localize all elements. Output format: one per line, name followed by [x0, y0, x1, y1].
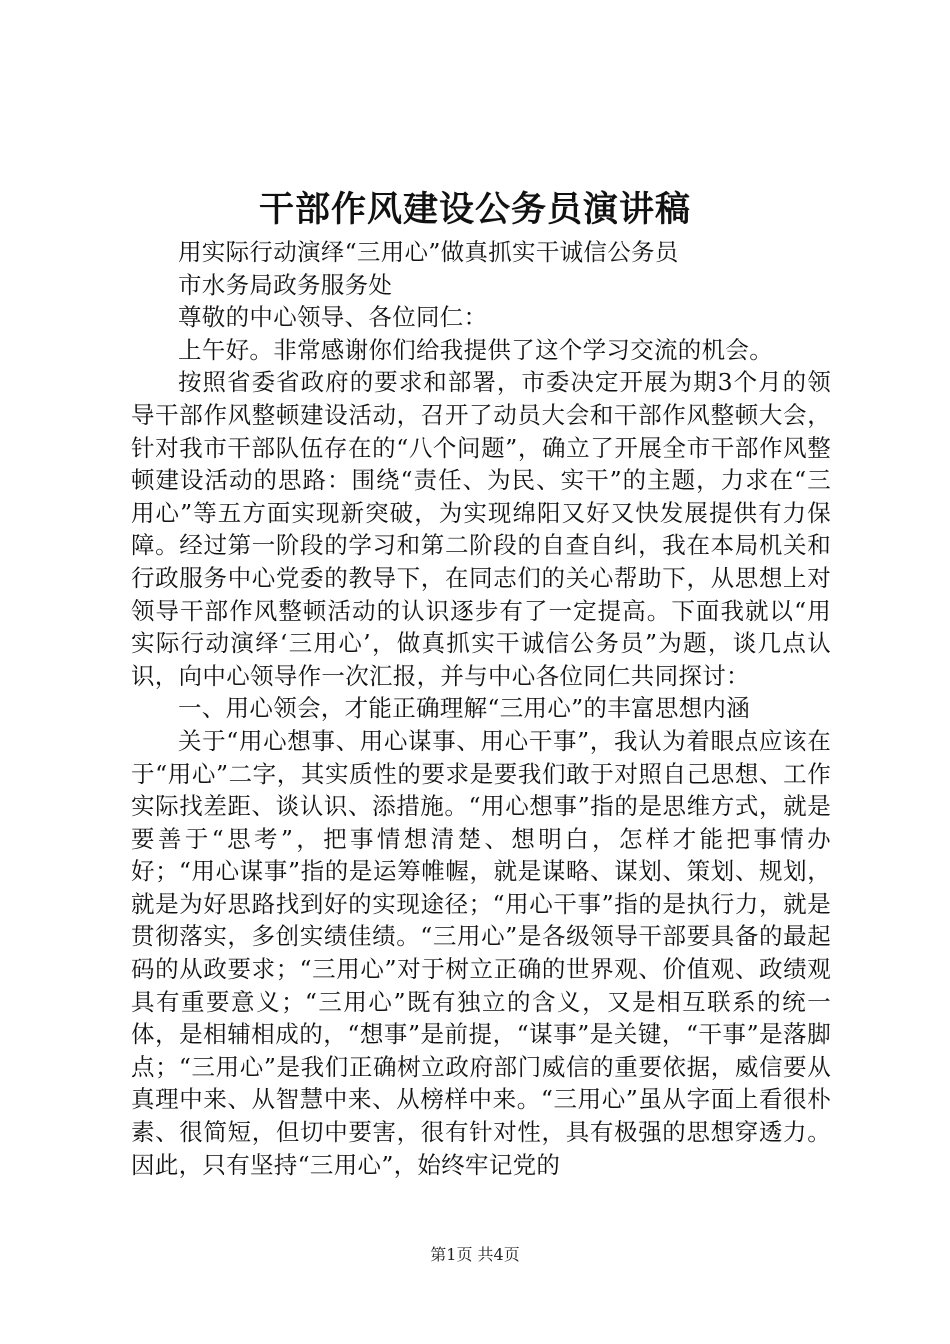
page-footer: 第1页 共4页 — [430, 1245, 520, 1264]
section-heading: 一、用心领会，才能正确理解“三用心”的丰富思想内涵 — [178, 694, 751, 723]
body-paragraph: 关于“用心想事、用心谋事、用心干事”，我认为着眼点应该在于“用心”二字，其实质性的要求是要我们敢于对照自己思想、工作实际找差距、谈认识、添措施。“用心想事”指的是思维方式，就是要善于“思考”，把事情想清楚、想明白，怎样才能把事情办好；“用心谋事”指的是运筹帷幄，就是谋略、谋划、策划、规划，就是为好思路找到好的实现途径；“用心干事”指的是执行力，就是贯彻落实，多创实绩佳绩。“三用心”是各级领导干部要具备的最起码的从政要求；“三用心”对于树立正确的世界观、价值观、政绩观具有重要意义；“三用心”既有独立的含义，又是相互联系的统一体，是相辅相成的，“想事”是前提，“谋事”是关键，“干事”是落脚点；“三用心”是我们正确树立政府部门威信的重要依据，威信要从真理中来、从智慧中来、从榜样中来。“三用心”虽从字面上看很朴素、很简短，但切中要害，很有针对性，具有极强的思想穿透力。因此，只有坚持“三用心”，始终牢记党的 — [131, 726, 831, 1179]
document-title: 干部作风建设公务员演讲稿 — [258, 189, 691, 230]
salutation-paragraph: 尊敬的中心领导、各位同仁： — [178, 303, 488, 332]
document-body — [131, 236, 831, 1181]
greeting-paragraph: 上午好。非常感谢你们给我提供了这个学习交流的机会。 — [178, 335, 773, 364]
department-paragraph: 市水务局政务服务处 — [178, 270, 393, 299]
body-paragraph: 按照省委省政府的要求和部署，市委决定开展为期3个月的领导干部作风整顿建设活动，召开了动员大会和干部作风整顿大会，针对我市干部队伍存在的“八个问题”，确立了开展全市干部作风整顿建设活动的思路：围绕“责任、为民、实干”的主题，力求在“三用心”等五方面实现新突破，为实现绵阳又好又快发展提供有力保障。经过第一阶段的学习和第二阶段的自查自纠，我在本局机关和行政服务中心党委的教导下，在同志们的关心帮助下，从思想上对领导干部作风整顿活动的认识逐步有了一定提高。下面我就以“用实际行动演绎‘三用心’，做真抓实干诚信公务员”为题，谈几点认识，向中心领导作一次汇报，并与中心各位同仁共同探讨： — [131, 368, 831, 690]
subtitle-paragraph: 用实际行动演绎“三用心”做真抓实干诚信公务员 — [178, 238, 679, 266]
